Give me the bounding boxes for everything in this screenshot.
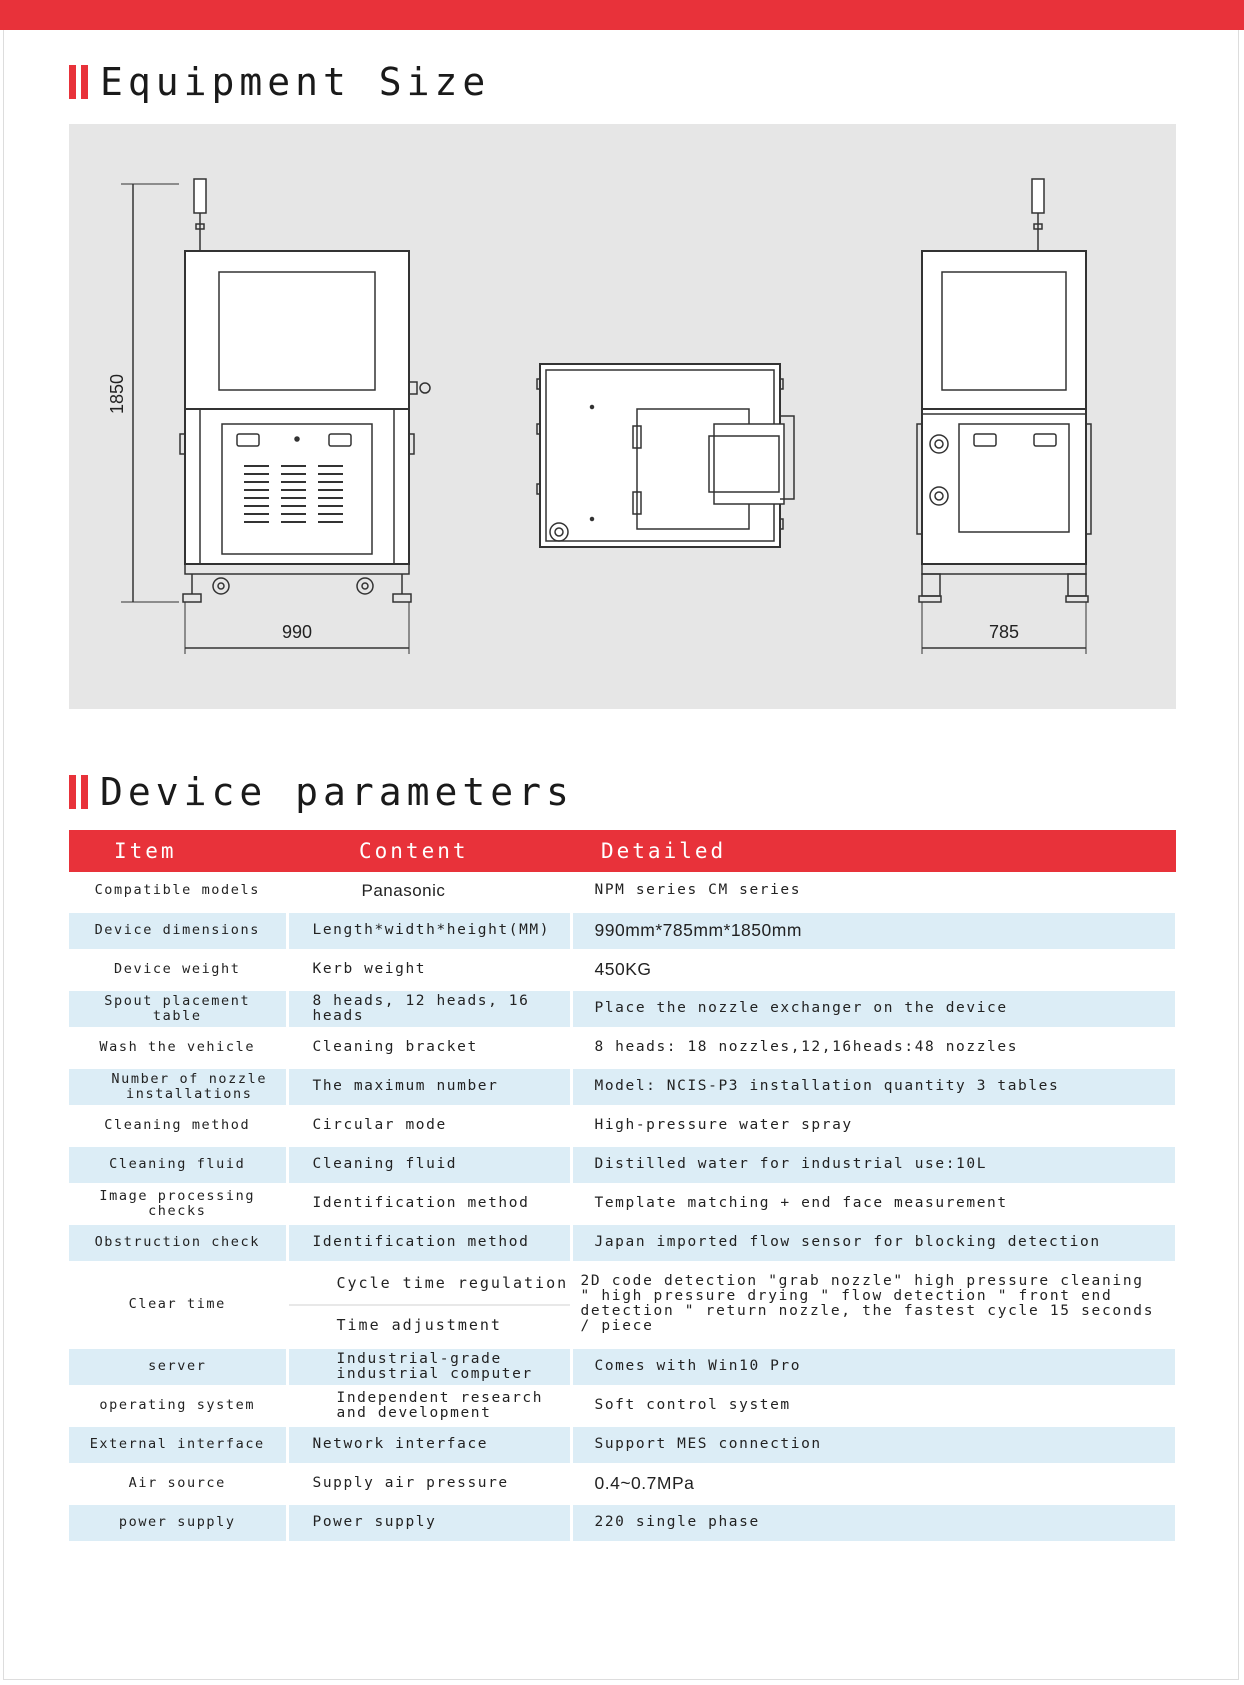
header-detailed: Detailed xyxy=(571,830,1176,872)
row-detailed: Comes with Win10 Pro xyxy=(571,1347,1176,1386)
row-content: Kerb weight xyxy=(287,950,571,989)
row-detailed: 220 single phase xyxy=(571,1503,1176,1542)
table-row xyxy=(69,1223,1176,1262)
section-marker-icon xyxy=(69,775,88,809)
dim-height-label: 1850 xyxy=(107,373,127,415)
row-item: Image processing checks xyxy=(69,1184,287,1223)
row-item: Cleaning method xyxy=(69,1106,287,1145)
table-row xyxy=(69,950,1176,989)
section-marker-icon xyxy=(69,65,88,99)
row-detailed: Soft control system xyxy=(571,1386,1176,1425)
row-detailed: Model: NCIS-P3 installation quantity 3 tables xyxy=(571,1067,1176,1106)
table-row xyxy=(69,1503,1176,1542)
row-item: Clear time xyxy=(69,1262,287,1347)
header-item: Item xyxy=(69,830,287,872)
row-content-secondary: Time adjustment xyxy=(289,1304,570,1346)
row-item: Spout placement table xyxy=(69,989,287,1028)
table-row xyxy=(69,1386,1176,1425)
row-item: Wash the vehicle xyxy=(69,1028,287,1067)
table-row xyxy=(69,1067,1176,1106)
row-content-group xyxy=(287,1262,571,1347)
row-detailed: 0.4~0.7MPa xyxy=(571,1464,1176,1503)
table-row xyxy=(69,1106,1176,1145)
row-content: Supply air pressure xyxy=(287,1464,571,1503)
device-parameters-heading xyxy=(69,770,574,814)
row-item: Number of nozzle installations xyxy=(69,1067,287,1106)
row-content: Circular mode xyxy=(287,1106,571,1145)
table-row xyxy=(69,1347,1176,1386)
row-item: Compatible models xyxy=(69,872,287,911)
dim-width-label: 990 xyxy=(281,622,313,642)
row-content: Industrial-grade industrial computer xyxy=(287,1347,571,1386)
side-view-drawing xyxy=(917,179,1091,654)
row-detailed: 8 heads: 18 nozzles,12,16heads:48 nozzles xyxy=(571,1028,1176,1067)
equipment-size-heading xyxy=(69,60,490,104)
row-content: The maximum number xyxy=(287,1067,571,1106)
row-content: Network interface xyxy=(287,1425,571,1464)
device-parameters-table xyxy=(69,830,1178,1544)
top-accent-bar xyxy=(0,0,1244,30)
table-row xyxy=(69,1145,1176,1184)
table-row xyxy=(69,989,1176,1028)
row-content: Independent research and development xyxy=(287,1386,571,1425)
row-item: Obstruction check xyxy=(69,1223,287,1262)
row-detailed: Support MES connection xyxy=(571,1425,1176,1464)
table-row xyxy=(69,1262,1176,1347)
row-detailed: 450KG xyxy=(571,950,1176,989)
table-row xyxy=(69,1425,1176,1464)
row-content: Cycle time regulation xyxy=(336,1274,569,1292)
table-row xyxy=(69,1028,1176,1067)
row-detailed: Distilled water for industrial use:10L xyxy=(571,1145,1176,1184)
row-item: power supply xyxy=(69,1503,287,1542)
row-detailed: 990mm*785mm*1850mm xyxy=(571,911,1176,950)
top-view-drawing xyxy=(537,364,794,547)
row-detailed: Place the nozzle exchanger on the device xyxy=(571,989,1176,1028)
table-row xyxy=(69,911,1176,950)
table-row xyxy=(69,1184,1176,1223)
front-view-drawing xyxy=(121,179,430,654)
device-parameters-title: Device parameters xyxy=(100,770,574,814)
row-content: Cleaning bracket xyxy=(287,1028,571,1067)
row-content: Identification method xyxy=(287,1184,571,1223)
equipment-drawing-panel xyxy=(69,124,1176,709)
row-item: Device weight xyxy=(69,950,287,989)
row-detailed: 2D code detection "grab nozzle" high pressure cleaning " high pressure drying " flow detection " front end detection " return nozzle, the fastest cycle 15 seconds / piece xyxy=(571,1262,1176,1347)
table-header-row xyxy=(69,830,1176,872)
row-content: 8 heads, 12 heads, 16 heads xyxy=(287,989,571,1028)
row-item: Air source xyxy=(69,1464,287,1503)
header-content: Content xyxy=(287,830,571,872)
row-item: Device dimensions xyxy=(69,911,287,950)
row-content: Power supply xyxy=(287,1503,571,1542)
row-content: Panasonic xyxy=(287,872,571,911)
row-detailed: NPM series CM series xyxy=(571,872,1176,911)
row-content: Cleaning fluid xyxy=(287,1145,571,1184)
row-content: Length*width*height(MM) xyxy=(287,911,571,950)
equipment-size-title: Equipment Size xyxy=(100,60,491,104)
row-item: server xyxy=(69,1347,287,1386)
row-item: External interface xyxy=(69,1425,287,1464)
equipment-drawing xyxy=(69,124,1176,709)
row-item: Cleaning fluid xyxy=(69,1145,287,1184)
row-item: operating system xyxy=(69,1386,287,1425)
table-row xyxy=(69,872,1176,911)
row-content: Identification method xyxy=(287,1223,571,1262)
row-detailed: Template matching + end face measurement xyxy=(571,1184,1176,1223)
row-detailed: Japan imported flow sensor for blocking detection xyxy=(571,1223,1176,1262)
table-row xyxy=(69,1464,1176,1503)
dim-depth-label: 785 xyxy=(988,622,1020,642)
row-detailed: High-pressure water spray xyxy=(571,1106,1176,1145)
